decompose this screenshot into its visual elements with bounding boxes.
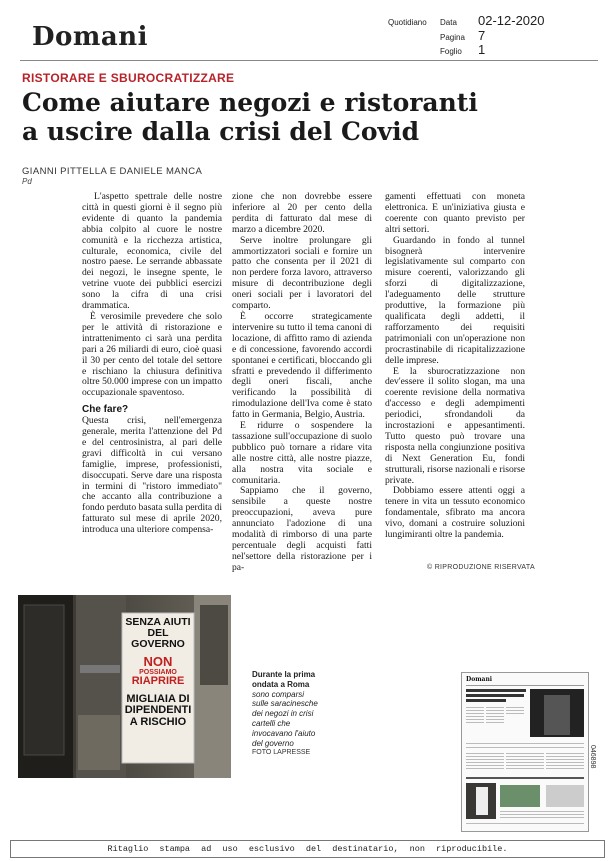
caption-text: sono comparsi sulle saracinesche dei negozi in crisi cartelli che invocavano l'aiuto del governo [252, 689, 318, 748]
paragraph: E ridurre o sospendere la tassazione sull'occupazione di suolo pubblico può tornare a ridare vita alle nostre città, alle nostre piazze, alla nostra vita sociale e comunitaria. [232, 420, 372, 486]
sign-text: POSSIAMO [139, 668, 177, 676]
paragraph: zione che non dovrebbe essere inferiore al 20 per cento della perdita di fatturato dal mese di marzo a dicembre 2020. [232, 191, 372, 235]
page-value: 7 [478, 28, 486, 43]
sign-text: A RISCHIO [129, 715, 187, 728]
page-label: Pagina [440, 33, 465, 42]
header-divider [20, 60, 598, 61]
sign-text: SENZA AIUTI [125, 616, 191, 628]
article-photo [18, 595, 231, 778]
sheet-label: Foglio [440, 47, 462, 56]
paragraph: Sappiamo che il governo, sensibile a queste nostre preoccupazioni, aveva pure annunciato l'adozione di una modalità di rimborso di una parte percentuale degli acquisti fatti nel'settore della ristorazione per i pa- [232, 485, 372, 573]
caption-lead: Durante la prima ondata a Roma [252, 670, 316, 689]
sign-text: NON [143, 654, 173, 670]
reproduction-notice: Ritaglio stampa ad uso esclusivo del destinatario, non riproducibile. [10, 840, 605, 858]
headline: Come aiutare negozi e ristoranti a uscire dalla crisi del Covid [22, 88, 478, 146]
masthead-logo: Domani [32, 22, 149, 52]
paragraph: Serve inoltre prolungare gli ammortizzatori sociali e fornire un patto che consenta per il 2021 di non perdere forza lavoro, attraverso misure di decontribuzione degli oneri sociali per i lavoratori del comparto. [232, 234, 372, 312]
sign-text: DEL GOVERNO [131, 627, 185, 651]
photo-credit: FOTO LAPRESSE [252, 749, 311, 757]
authors: GIANNI PITTELLA E DANIELE MANCA [22, 166, 203, 177]
article-column-1 [82, 192, 222, 536]
paragraph: Guardando in fondo al tunnel bisognerà intervenire legislativamente sul comparto con misure coerenti, valorizzando gli sforzi di digitalizzazione, l'adeguamento delle strutture produttive, la formazione più qualificata degli addetti, il rafforzamento dei requisiti patrimoniali con un'operazione non procrastinabile di ricapitalizzazione delle imprese. [385, 234, 525, 366]
authors-affiliation: Pd [22, 177, 32, 186]
sign-text: DIPENDENTI [124, 704, 192, 717]
paragraph: gamenti effettuati con moneta elettronica. E un'iniziativa giusta e coerente con quanto previsto per altri settori. [385, 191, 525, 235]
clipping-code: 046898 [589, 745, 596, 769]
subheading: Che fare? [82, 404, 129, 416]
page-thumbnail [461, 672, 589, 832]
paragraph: E la sburocratizzazione non dev'essere il solito slogan, ma una coerente revisione della normativa d'accesso e degli adempimenti periodici, sfrondandoli da incrostazioni e appesantimenti. Tutto questo può trovare una risposta nella congiunzione positiva di Next Generation Eu, fondi strutturali, risorse nazionali e risorse private. [385, 365, 525, 486]
sign-text: RIAPRIRE [131, 675, 185, 688]
thumbnail-page-layout [462, 673, 588, 831]
publication-type: Quotidiano [388, 18, 427, 27]
date-value: 02-12-2020 [478, 13, 545, 28]
date-label: Data [440, 18, 457, 27]
protest-sign [122, 617, 194, 728]
thumbnail-masthead: Domani [466, 676, 493, 683]
paragraph: È occorre strategicamente intervenire su tutto il tema canoni di locazione, di affitto ramo di azienda e di concessione, favorendo accordi spontanei e certificati, bloccando gli sfratti e prevedendo il differimento degli oneri fiscali, anche verificando la possibilità di rimodulazione dell'Iva come è stato fatto in Germania, Belgio, Austria. [232, 310, 372, 421]
sheet-value: 1 [478, 42, 486, 57]
photo-caption [252, 670, 322, 758]
paragraph: L'aspetto spettrale delle nostre città in questi giorni è il segno più evidente di quanto la pandemia abbia colpito al cuore le nostre comunità e la ricchezza artistica, culturale, economica, civile del nostro paese. Le serrande abbassate dei negozi, le insegne spente, le vetrine vuote dei pubblici esercizi sono la cifra di una crisi drammatica. [82, 191, 222, 312]
section-label: RISTORARE E SBUROCRATIZZARE [22, 71, 235, 85]
sign-text: MIGLIAIA DI [126, 692, 190, 705]
paragraph: Dobbiamo essere attenti oggi a tenere in vita un tessuto economico fondamentale, sfibrato ma ancora vivo, domani a costruire soluzioni lungimiranti oltre la pandemia. [385, 485, 525, 541]
paragraph: È verosimile prevedere che solo per le attività di ristorazione e intrattenimento ci sarà una perdita pari a 26 miliardi di euro, cioè quasi il 30 per cento del totale del settore e rischiano la chiusura definitiva oltre 50.000 imprese con un impatto occupazionale spaventoso. [82, 310, 222, 399]
paragraph: Questa crisi, nell'emergenza generale, merita l'attenzione del Pd e del centrosinistra, al pari delle gravi difficoltà in cui versano famiglie, imprese, professionisti, disoccupati. Serve dare una risposta in termini di "ristoro immediato" che accanto alla contribuzione a fondo perduto basata sulla perdita di fatturato sul mese di aprile 2020, introduca una ulteriore compensa- [82, 415, 222, 536]
copyright-notice: © RIPRODUZIONE RISERVATA [427, 564, 535, 571]
article-column-3 [385, 192, 525, 541]
article-column-2 [232, 192, 372, 574]
